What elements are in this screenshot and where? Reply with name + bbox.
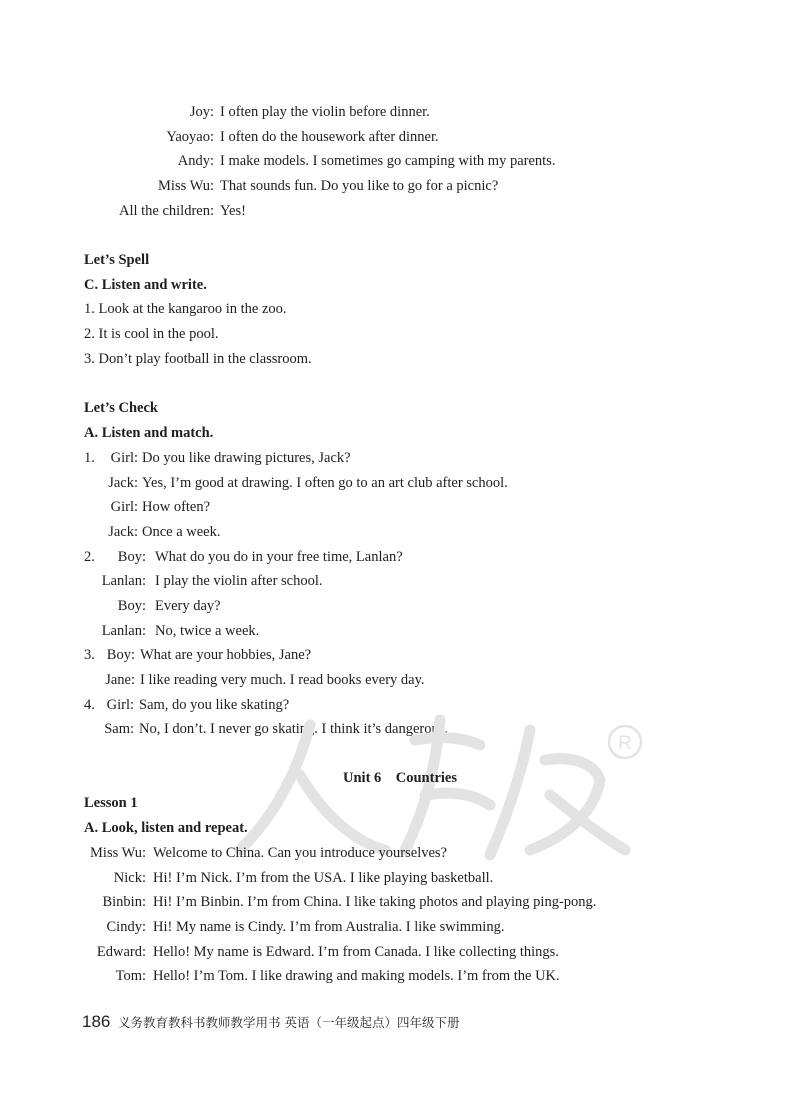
dialogue-line: Hi! My name is Cindy. I’m from Australia. I like swimming. [153,919,505,935]
speaker-label: Boy: [117,598,146,614]
dialogue-line: What do you do in your free time, Lanlan? [155,549,403,565]
dialogue-line: I often do the housework after dinner. [220,129,439,145]
dialogue-line: I like reading very much. I read books every day. [140,672,425,688]
dialogue-line: No, I don’t. I never go skating. I think it’s dangerous. [139,721,449,737]
dialogue-line: I make models. I sometimes go camping with my parents. [220,153,556,169]
dialogue-line: I play the violin after school. [155,573,323,589]
speaker-label: Jack: [108,524,138,540]
speaker-label: Edward: [96,944,146,960]
question-number: 3. [84,647,95,663]
speaker-label: Girl: [110,450,138,466]
dialogue-line: Do you like drawing pictures, Jack? [142,450,351,466]
speaker-label: Lanlan: [101,623,146,639]
exercise-heading: A. Listen and match. [84,425,214,441]
speaker-label: Boy: [117,549,146,565]
speaker-label: Jack: [108,475,138,491]
page-footer [82,1012,459,1033]
list-item: 2. It is cool in the pool. [84,326,219,342]
speaker-label: Sam: [104,721,134,737]
speaker-label: Tom: [115,968,146,984]
speaker-label: Lanlan: [101,573,146,589]
speaker-label: Jane: [105,672,135,688]
page-number: 186 [82,1012,111,1031]
dialogue-line: No, twice a week. [155,623,260,639]
dialogue-line: Welcome to China. Can you introduce yourselves? [153,845,447,861]
list-item: 1. Look at the kangaroo in the zoo. [84,301,287,317]
question-number: 4. [84,697,95,713]
dialogue-line: Hello! My name is Edward. I’m from Canada. I like collecting things. [153,944,559,960]
dialogue-line: Yes! [220,203,246,219]
exercise-heading: C. Listen and write. [84,277,207,293]
speaker-label: Miss Wu: [158,178,214,194]
section-heading: Let’s Spell [84,252,150,268]
dialogue-line: Hello! I’m Tom. I like drawing and making models. I’m from the UK. [153,968,560,984]
question-number: 1. [84,450,95,466]
dialogue-line: I often play the violin before dinner. [220,104,430,120]
speaker-label: Joy: [189,104,214,120]
speaker-label: Cindy: [106,919,146,935]
list-item: 3. Don’t play football in the classroom. [84,351,312,367]
section-heading: Let’s Check [84,400,158,416]
dialogue-line: How often? [142,499,211,515]
dialogue-line: Every day? [155,598,221,614]
unit-title-text: Unit 6 Countries [343,770,457,786]
lesson-heading: Lesson 1 [84,795,138,811]
dialogue-line: Once a week. [142,524,221,540]
unit-title [0,769,800,787]
question-number: 2. [84,549,95,565]
dialogue-line: Hi! I’m Nick. I’m from the USA. I like playing basketball. [153,870,494,886]
footer-book-title: 义务教育教科书教师教学用书 英语（一年级起点）四年级下册 [118,1015,460,1030]
registered-mark-icon [609,726,641,758]
registered-mark-letter: R [618,733,632,754]
speaker-label: All the children: [118,203,214,219]
dialogue-line: Hi! I’m Binbin. I’m from China. I like taking photos and playing ping-pong. [153,894,597,910]
dialogue-line: That sounds fun. Do you like to go for a picnic? [220,178,499,194]
speaker-label: Miss Wu: [90,845,146,861]
speaker-label: Nick: [113,870,146,886]
dialogue-line: Sam, do you like skating? [139,697,290,713]
speaker-label: Andy: [177,153,214,169]
dialogue-line: Yes, I’m good at drawing. I often go to an art club after school. [142,475,508,491]
speaker-label: Yaoyao: [166,129,214,145]
speaker-label: Girl: [106,697,134,713]
speaker-label: Binbin: [102,894,146,910]
exercise-heading: A. Look, listen and repeat. [84,820,248,836]
speaker-label: Girl: [110,499,138,515]
speaker-label: Boy: [106,647,135,663]
dialogue-line: What are your hobbies, Jane? [140,647,312,663]
